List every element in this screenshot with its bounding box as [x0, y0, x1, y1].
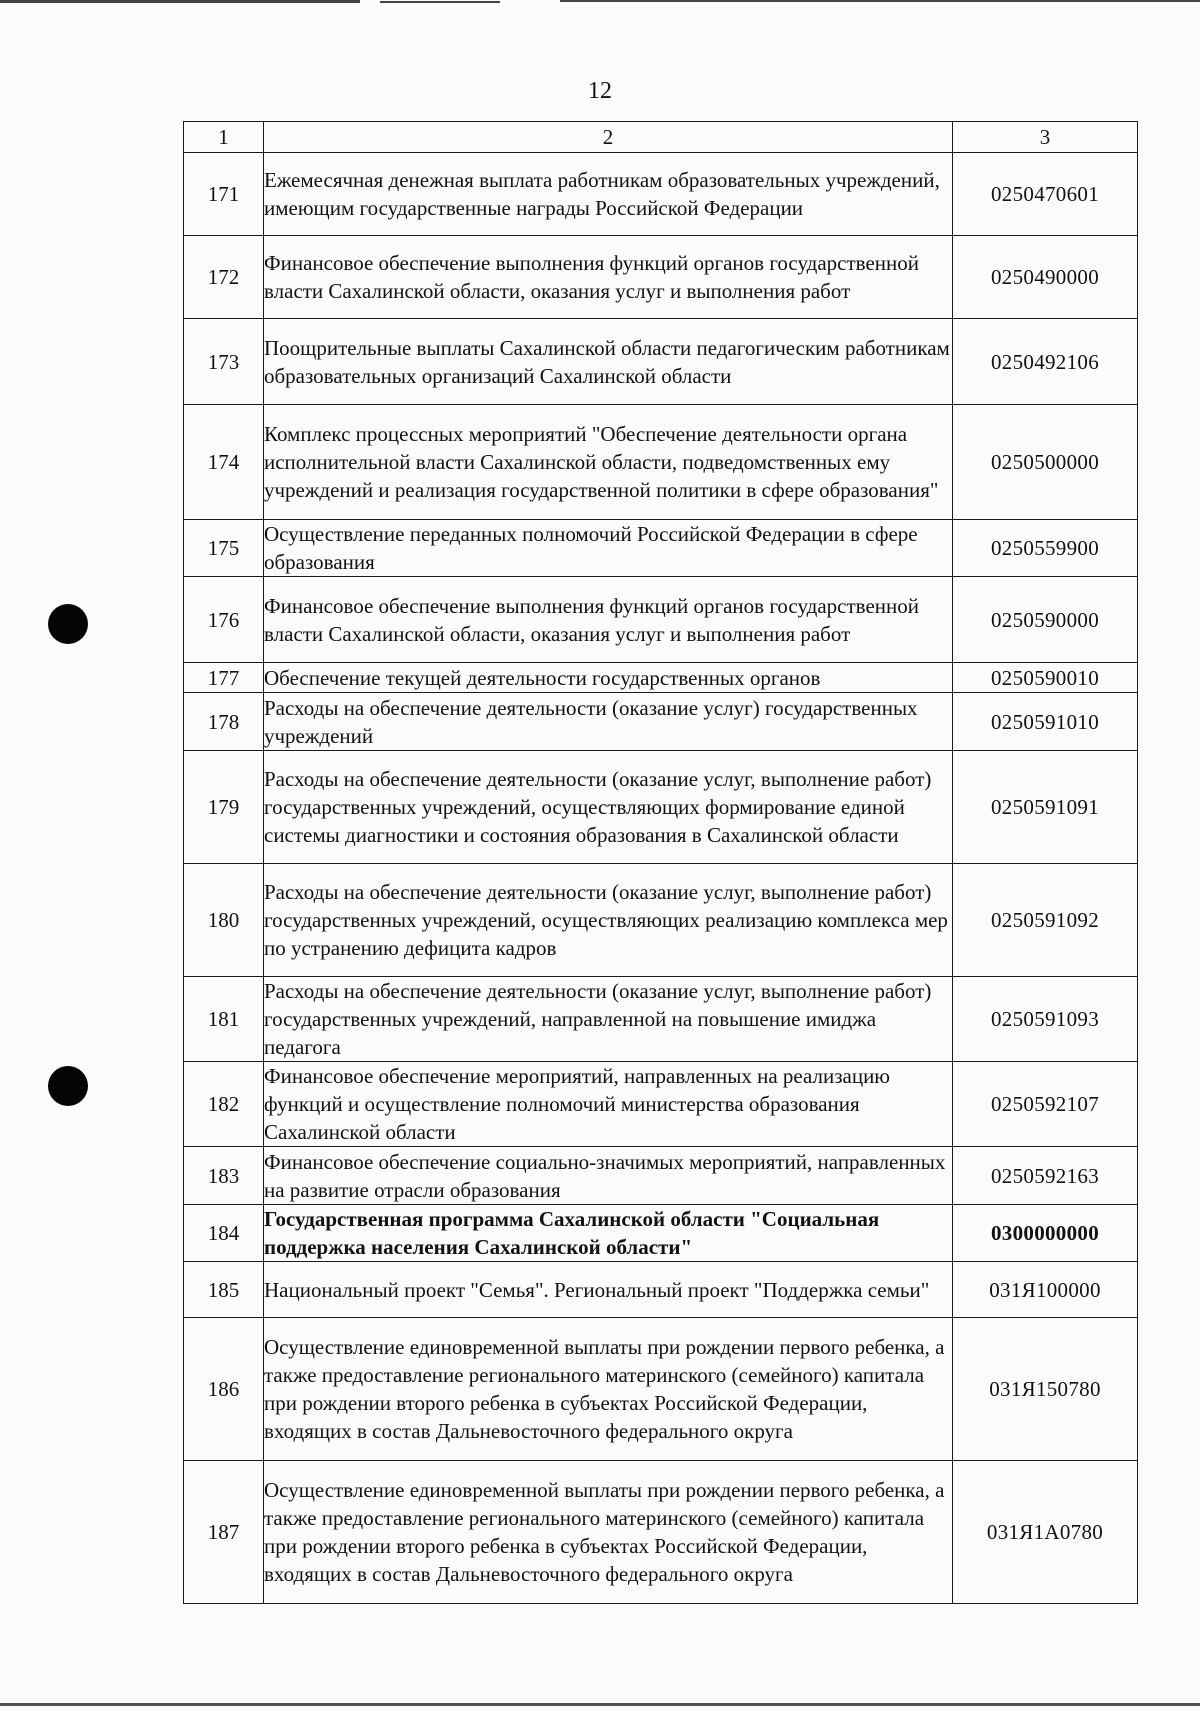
- row-code: 031Я1А0780: [953, 1461, 1138, 1604]
- row-name: Национальный проект "Семья". Региональный проект "Поддержка семьи": [264, 1262, 953, 1318]
- punch-hole: [48, 1066, 88, 1106]
- table-row: [184, 1062, 1138, 1147]
- table-row: [184, 405, 1138, 520]
- row-number: 178: [184, 693, 264, 751]
- row-code: 0250500000: [953, 405, 1138, 520]
- table-row: [184, 577, 1138, 663]
- row-number: 173: [184, 319, 264, 405]
- row-code: 0250592107: [953, 1062, 1138, 1147]
- table-row: [184, 864, 1138, 977]
- row-code: 0250591010: [953, 693, 1138, 751]
- table-row: [184, 1318, 1138, 1461]
- table-row-program: [184, 1205, 1138, 1262]
- row-name: Ежемесячная денежная выплата работникам образовательных учреждений, имеющим государственные награды Российской Федерации: [264, 153, 953, 236]
- row-code: 0250492106: [953, 319, 1138, 405]
- row-number: 179: [184, 751, 264, 864]
- budget-codes-table: [183, 121, 1138, 1604]
- scan-edge-top: [0, 0, 360, 3]
- table-row: [184, 751, 1138, 864]
- table-row: [184, 693, 1138, 751]
- row-number: 175: [184, 520, 264, 577]
- row-name: Комплекс процессных мероприятий "Обеспечение деятельности органа исполнительной власти Сахалинской области, подведомственных ему учреждений и реализация государственной политики в сфере образования": [264, 405, 953, 520]
- table-row: [184, 520, 1138, 577]
- scan-edge-top: [560, 0, 1200, 2]
- scan-edge-bottom: [0, 1703, 1200, 1706]
- row-name: Расходы на обеспечение деятельности (оказание услуг, выполнение работ) государственных учреждений, осуществляющих реализацию комплекса мер по устранению дефицита кадров: [264, 864, 953, 977]
- row-name: Финансовое обеспечение мероприятий, направленных на реализацию функций и осуществление полномочий министерства образования Сахалинской области: [264, 1062, 953, 1147]
- row-code: 0250470601: [953, 153, 1138, 236]
- row-number: 186: [184, 1318, 264, 1461]
- row-name: Финансовое обеспечение социально-значимых мероприятий, направленных на развитие отрасли образования: [264, 1147, 953, 1205]
- punch-hole: [48, 604, 88, 644]
- row-number: 171: [184, 153, 264, 236]
- row-name: Обеспечение текущей деятельности государственных органов: [264, 663, 953, 693]
- row-code: 0250591093: [953, 977, 1138, 1062]
- row-number: 177: [184, 663, 264, 693]
- row-number: 182: [184, 1062, 264, 1147]
- table-row: [184, 1147, 1138, 1205]
- table-row: [184, 236, 1138, 319]
- row-code: 031Я100000: [953, 1262, 1138, 1318]
- row-code: 0300000000: [953, 1205, 1138, 1262]
- row-number: 174: [184, 405, 264, 520]
- page-number: 12: [588, 78, 612, 104]
- row-name: Осуществление единовременной выплаты при рождении первого ребенка, а также предоставление регионального материнского (семейного) капитала при рождении второго ребенка в субъектах Российской Федерации, входящих в состав Дальневосточного федерального округа: [264, 1318, 953, 1461]
- row-name: Осуществление переданных полномочий Российской Федерации в сфере образования: [264, 520, 953, 577]
- table-row: [184, 1461, 1138, 1604]
- row-name: Финансовое обеспечение выполнения функций органов государственной власти Сахалинской области, оказания услуг и выполнения работ: [264, 577, 953, 663]
- row-name: Финансовое обеспечение выполнения функций органов государственной власти Сахалинской области, оказания услуг и выполнения работ: [264, 236, 953, 319]
- row-number: 184: [184, 1205, 264, 1262]
- row-name: Поощрительные выплаты Сахалинской области педагогическим работникам образовательных организаций Сахалинской области: [264, 319, 953, 405]
- row-number: 187: [184, 1461, 264, 1604]
- header-col-2: 2: [264, 122, 953, 153]
- table-row: [184, 153, 1138, 236]
- row-name: Осуществление единовременной выплаты при рождении первого ребенка, а также предоставление регионального материнского (семейного) капитала при рождении второго ребенка в субъектах Российской Федерации, входящих в состав Дальневосточного федерального округа: [264, 1461, 953, 1604]
- row-code: 0250590000: [953, 577, 1138, 663]
- row-code: 0250559900: [953, 520, 1138, 577]
- header-col-3: 3: [953, 122, 1138, 153]
- row-code: 0250490000: [953, 236, 1138, 319]
- row-number: 172: [184, 236, 264, 319]
- row-number: 183: [184, 1147, 264, 1205]
- row-name: Расходы на обеспечение деятельности (оказание услуг, выполнение работ) государственных учреждений, осуществляющих формирование единой системы диагностики и состояния образования в Сахалинской области: [264, 751, 953, 864]
- row-number: 176: [184, 577, 264, 663]
- row-name: Расходы на обеспечение деятельности (оказание услуг, выполнение работ) государственных учреждений, направленной на повышение имиджа педагога: [264, 977, 953, 1062]
- table-row: [184, 1262, 1138, 1318]
- table-header-row: [184, 122, 1138, 153]
- row-code: 0250590010: [953, 663, 1138, 693]
- row-number: 181: [184, 977, 264, 1062]
- scan-edge-top: [380, 1, 500, 3]
- table-row: [184, 663, 1138, 693]
- row-code: 0250591092: [953, 864, 1138, 977]
- row-code: 0250591091: [953, 751, 1138, 864]
- row-name: Государственная программа Сахалинской области "Социальная поддержка населения Сахалинской области": [264, 1205, 953, 1262]
- row-number: 185: [184, 1262, 264, 1318]
- row-code: 0250592163: [953, 1147, 1138, 1205]
- header-col-1: 1: [184, 122, 264, 153]
- row-number: 180: [184, 864, 264, 977]
- table-row: [184, 319, 1138, 405]
- row-name: Расходы на обеспечение деятельности (оказание услуг) государственных учреждений: [264, 693, 953, 751]
- row-code: 031Я150780: [953, 1318, 1138, 1461]
- table-row: [184, 977, 1138, 1062]
